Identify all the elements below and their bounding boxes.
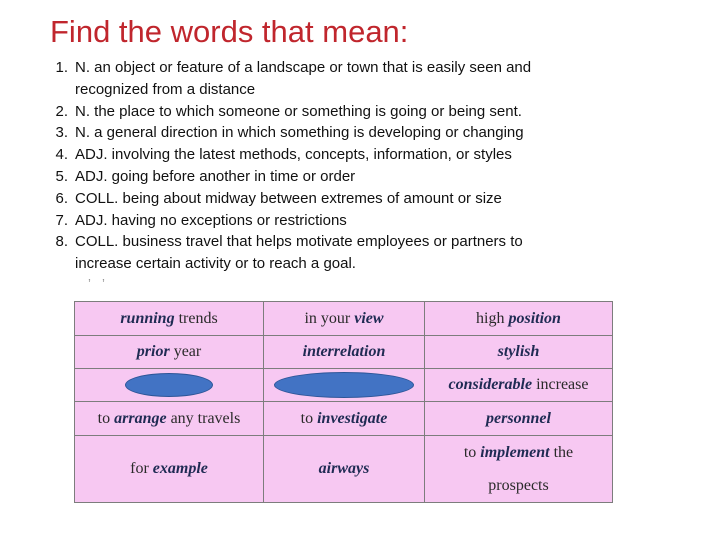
definition-number: 3. [55, 124, 68, 142]
table-cell [425, 402, 613, 436]
definition-number: 7. [55, 211, 68, 229]
definition-number: 4. [55, 146, 68, 164]
cell-emphasis: prior [136, 343, 170, 360]
table-cell [264, 369, 425, 402]
cell-emphasis: interrelation [302, 343, 386, 360]
definition-number: 2. [55, 102, 68, 120]
table-row [75, 336, 613, 369]
cell-emphasis: example [152, 460, 208, 477]
definition-number: 8. [55, 233, 68, 251]
table-cell [425, 302, 613, 336]
blue-blob-redaction [274, 372, 414, 398]
definition-text: N. an object or feature of a landscape or town that is easily seen and [75, 59, 532, 76]
cell-emphasis: position [508, 309, 561, 327]
definition-text: ADJ. involving the latest methods, concepts, information, or styles [75, 146, 512, 164]
table-cell [75, 436, 264, 503]
cell-text: year [169, 343, 202, 360]
table-cell [425, 336, 613, 369]
definition-item [22, 57, 622, 101]
table-cell [264, 402, 425, 436]
definition-item [22, 231, 622, 275]
definition-text: ADJ. going before another in time or order [75, 167, 356, 185]
table-cell [75, 369, 264, 402]
definition-item [22, 101, 622, 123]
table-row [75, 302, 613, 336]
table-cell [75, 302, 264, 336]
slide-title: Find the words that mean: [50, 14, 409, 49]
definition-item [22, 166, 622, 188]
table-cell [264, 336, 425, 369]
table-row [75, 369, 613, 402]
cell-text: any travels [166, 409, 241, 427]
cell-emphasis: arrange [114, 409, 167, 427]
vocabulary-table [74, 301, 613, 503]
definition-text: N. the place to which someone or something is going or being sent. [75, 102, 522, 120]
definition-text: COLL. business travel that helps motivate employees or partners to [75, 233, 523, 251]
definition-number: 1. [55, 59, 68, 76]
cell-emphasis: running [120, 309, 175, 327]
table-cell [75, 402, 264, 436]
definition-number: 5. [55, 167, 68, 185]
table-cell [264, 302, 425, 336]
cell-text: high [476, 309, 509, 327]
cell-text: to [97, 409, 115, 427]
table-row [75, 402, 613, 436]
cell-text: trends [174, 309, 218, 327]
definition-item [22, 122, 622, 144]
cell-emphasis: view [354, 309, 384, 327]
definition-text-continuation: recognized from a distance [75, 80, 256, 98]
table-cell [425, 436, 613, 503]
cell-emphasis: investigate [317, 409, 388, 427]
cell-emphasis: airways [318, 460, 370, 477]
blue-blob-redaction [125, 373, 213, 397]
cell-text: the [549, 444, 574, 461]
cell-text: for [130, 460, 153, 477]
cell-emphasis: considerable [448, 376, 533, 393]
definition-text: ADJ. having no exceptions or restrictions [75, 211, 347, 229]
cell-text: in your [304, 309, 355, 327]
definition-text: N. a general direction in which something is developing or changing [75, 124, 524, 142]
scribble-mark: ’ ’ [88, 276, 109, 291]
definition-text: COLL. being about midway between extremes of amount or size [75, 189, 502, 207]
cell-emphasis: personnel [486, 409, 551, 427]
definition-list [22, 57, 622, 275]
definition-number: 6. [55, 189, 68, 207]
cell-text: to [463, 444, 481, 461]
definition-item [22, 210, 622, 232]
table-cell [425, 369, 613, 402]
cell-emphasis: stylish [497, 343, 540, 360]
table-cell [264, 436, 425, 503]
cell-text: increase [532, 376, 589, 393]
definition-item [22, 144, 622, 166]
table-row [75, 436, 613, 503]
definition-item [22, 188, 622, 210]
table-cell [75, 336, 264, 369]
cell-text-continuation: prospects [488, 477, 549, 494]
definition-text-continuation: increase certain activity or to reach a goal. [75, 255, 356, 273]
cell-emphasis: implement [480, 444, 550, 461]
cell-text: to [300, 409, 318, 427]
